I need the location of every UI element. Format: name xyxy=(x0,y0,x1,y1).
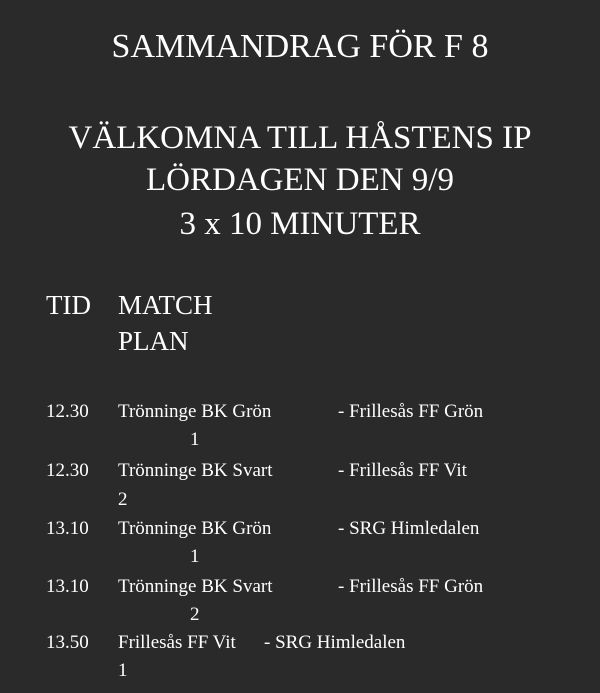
duration-line: 3 x 10 MINUTER xyxy=(179,206,421,242)
match-plan: 2 xyxy=(190,604,200,625)
date-line: LÖRDAGEN DEN 9/9 xyxy=(146,162,454,198)
match-time: 13.10 xyxy=(46,576,89,597)
match-home-team: Trönninge BK Grön xyxy=(118,518,272,539)
match-plan: 1 xyxy=(118,660,128,681)
match-away-team: - Frillesås FF Grön xyxy=(338,576,484,597)
match-home-team: Frillesås FF Vit xyxy=(118,632,236,653)
match-time: 12.30 xyxy=(46,460,89,481)
match-away-team: - SRG Himledalen xyxy=(264,632,406,653)
match-home-team: Trönninge BK Svart xyxy=(118,576,273,597)
match-plan: 1 xyxy=(190,429,200,450)
match-home-team: Trönninge BK Grön xyxy=(118,401,272,422)
match-away-team: - SRG Himledalen xyxy=(338,518,480,539)
match-time: 13.10 xyxy=(46,518,89,539)
match-plan: 1 xyxy=(190,546,200,567)
match-away-team: - Frillesås FF Grön xyxy=(338,401,484,422)
match-plan: 2 xyxy=(118,489,128,510)
match-time: 13.50 xyxy=(46,632,89,653)
welcome-line: VÄLKOMNA TILL HÅSTENS IP xyxy=(68,120,532,156)
match-time: 12.30 xyxy=(46,401,89,422)
column-header-plan: PLAN xyxy=(118,326,189,356)
column-header-match: MATCH xyxy=(118,290,213,320)
page-title: SAMMANDRAG FÖR F 8 xyxy=(111,28,489,65)
match-home-team: Trönninge BK Svart xyxy=(118,460,273,481)
match-away-team: - Frillesås FF Vit xyxy=(338,460,467,481)
column-header-time: TID xyxy=(46,290,91,320)
